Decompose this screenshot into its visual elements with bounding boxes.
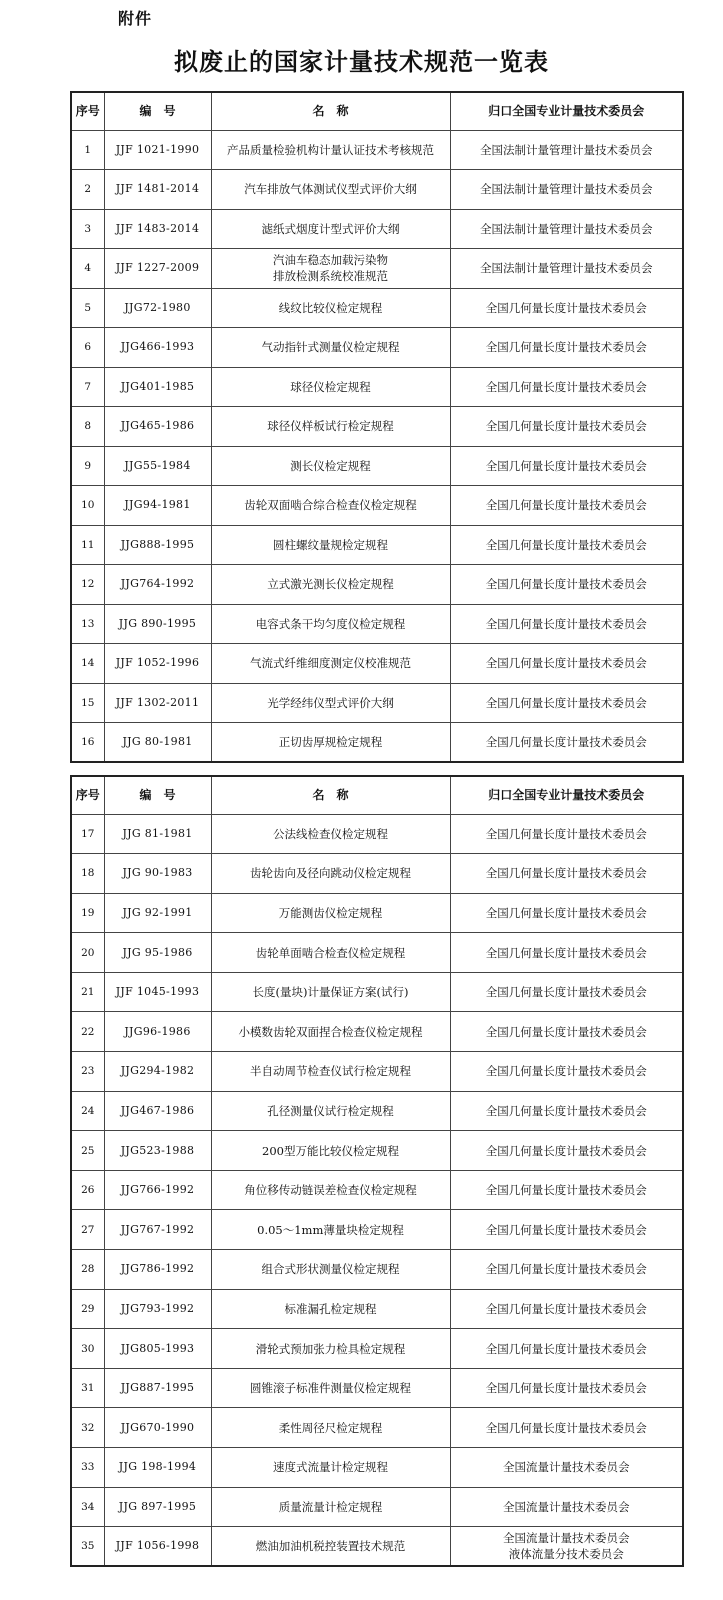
code-cell: JJG888-1995 xyxy=(104,525,211,565)
committee-line: 全国几何量长度计量技术委员会 xyxy=(485,379,647,394)
code-cell: JJF 1302-2011 xyxy=(104,683,211,723)
code-cell: JJG793-1992 xyxy=(104,1289,211,1329)
name-line: 电容式条干均匀度仪检定规程 xyxy=(255,616,406,631)
name-line: 测长仪检定规程 xyxy=(290,458,371,473)
committee-cell xyxy=(450,525,683,565)
table-body-part-1 xyxy=(71,130,683,762)
committee-line: 全国几何量长度计量技术委员会 xyxy=(485,656,647,671)
committee-line: 全国几何量长度计量技术委员会 xyxy=(485,340,647,355)
committee-cell xyxy=(450,814,683,854)
committee-cell xyxy=(450,1091,683,1131)
committee-cell xyxy=(450,209,683,249)
code-cell: JJG294-1982 xyxy=(104,1052,211,1092)
seq-cell: 11 xyxy=(71,525,104,565)
seq-cell: 22 xyxy=(71,1012,104,1052)
seq-cell: 2 xyxy=(71,170,104,210)
name-line: 齿轮双面啮合综合检查仪检定规程 xyxy=(244,498,417,513)
committee-line: 全国几何量长度计量技术委员会 xyxy=(485,1103,647,1118)
name-cell xyxy=(211,288,450,328)
name-line: 汽车排放气体测试仪型式评价大纲 xyxy=(244,182,417,197)
code-cell: JJG401-1985 xyxy=(104,367,211,407)
name-line: 角位移传动链误差检查仪检定规程 xyxy=(244,1183,417,1198)
committee-line: 全国几何量长度计量技术委员会 xyxy=(485,826,647,841)
seq-cell: 17 xyxy=(71,814,104,854)
seq-cell: 13 xyxy=(71,604,104,644)
committee-cell xyxy=(450,1052,683,1092)
code-cell: JJF 1483-2014 xyxy=(104,209,211,249)
name-cell xyxy=(211,933,450,973)
table-header-row xyxy=(71,92,683,130)
name-cell xyxy=(211,1250,450,1290)
name-line: 组合式形状测量仪检定规程 xyxy=(261,1262,400,1277)
table-body-part-2 xyxy=(71,814,683,1566)
name-cell xyxy=(211,1487,450,1527)
committee-line: 全国几何量长度计量技术委员会 xyxy=(485,945,647,960)
table-row xyxy=(71,525,683,565)
committee-line: 全国几何量长度计量技术委员会 xyxy=(485,1262,647,1277)
seq-cell: 24 xyxy=(71,1091,104,1131)
committee-line: 全国几何量长度计量技术委员会 xyxy=(485,985,647,1000)
table-row xyxy=(71,367,683,407)
name-cell xyxy=(211,644,450,684)
table-row xyxy=(71,854,683,894)
seq-cell: 15 xyxy=(71,683,104,723)
code-cell: JJG72-1980 xyxy=(104,288,211,328)
seq-cell: 28 xyxy=(71,1250,104,1290)
code-cell: JJG887-1995 xyxy=(104,1368,211,1408)
code-cell: JJG 198-1994 xyxy=(104,1448,211,1488)
table-row xyxy=(71,683,683,723)
seq-cell: 19 xyxy=(71,893,104,933)
name-cell xyxy=(211,209,450,249)
committee-line: 全国几何量长度计量技术委员会 xyxy=(485,498,647,513)
committee-line: 液体流量分技术委员会 xyxy=(508,1547,624,1562)
seq-cell: 12 xyxy=(71,565,104,605)
name-line: 球径仪样板试行检定规程 xyxy=(267,419,394,434)
code-cell: JJG766-1992 xyxy=(104,1170,211,1210)
committee-line: 全国几何量长度计量技术委员会 xyxy=(485,1301,647,1316)
committee-cell xyxy=(450,723,683,763)
committee-cell xyxy=(450,854,683,894)
seq-cell: 16 xyxy=(71,723,104,763)
committee-cell xyxy=(450,933,683,973)
table-row xyxy=(71,130,683,170)
table-row xyxy=(71,565,683,605)
table-header-row xyxy=(71,776,683,814)
seq-cell: 10 xyxy=(71,486,104,526)
name-line: 气流式纤维细度测定仪校准规范 xyxy=(250,656,411,671)
committee-line: 全国几何量长度计量技术委员会 xyxy=(485,735,647,749)
seq-cell: 14 xyxy=(71,644,104,684)
table-row xyxy=(71,814,683,854)
code-cell: JJG670-1990 xyxy=(104,1408,211,1448)
name-cell xyxy=(211,1448,450,1488)
code-cell: JJG 81-1981 xyxy=(104,814,211,854)
name-line: 立式激光测长仪检定规程 xyxy=(267,577,394,592)
code-cell: JJG465-1986 xyxy=(104,407,211,447)
name-line: 圆柱螺纹量规检定规程 xyxy=(273,537,388,552)
table-row xyxy=(71,1250,683,1290)
name-cell xyxy=(211,1210,450,1250)
seq-cell: 1 xyxy=(71,130,104,170)
committee-line: 全国几何量长度计量技术委员会 xyxy=(485,537,647,552)
seq-cell: 6 xyxy=(71,328,104,368)
committee-line: 全国几何量长度计量技术委员会 xyxy=(485,458,647,473)
table-row xyxy=(71,209,683,249)
committee-cell xyxy=(450,288,683,328)
page-title: 拟废止的国家计量技术规范一览表 xyxy=(174,47,549,76)
code-cell: JJG767-1992 xyxy=(104,1210,211,1250)
attachment-label: 附件 xyxy=(118,9,153,28)
table-row xyxy=(71,1527,683,1567)
table-row xyxy=(71,486,683,526)
code-cell: JJG786-1992 xyxy=(104,1250,211,1290)
name-line: 速度式流量计检定规程 xyxy=(273,1460,388,1475)
seq-cell: 32 xyxy=(71,1408,104,1448)
seq-cell: 34 xyxy=(71,1487,104,1527)
committee-cell xyxy=(450,170,683,210)
seq-cell: 25 xyxy=(71,1131,104,1171)
committee-line: 全国几何量长度计量技术委员会 xyxy=(485,905,647,920)
name-line: 公法线检查仪检定规程 xyxy=(273,826,388,841)
committee-cell xyxy=(450,644,683,684)
table-row xyxy=(71,644,683,684)
name-line: 孔径测量仪试行检定规程 xyxy=(267,1103,394,1118)
name-cell xyxy=(211,170,450,210)
committee-line: 全国流量计量技术委员会 xyxy=(503,1460,630,1475)
seq-cell: 23 xyxy=(71,1052,104,1092)
committee-cell xyxy=(450,972,683,1012)
committee-cell xyxy=(450,1012,683,1052)
table-row xyxy=(71,1091,683,1131)
name-line: 滤纸式烟度计型式评价大纲 xyxy=(261,221,400,236)
code-cell: JJG523-1988 xyxy=(104,1131,211,1171)
table-row xyxy=(71,972,683,1012)
committee-cell xyxy=(450,1329,683,1369)
committee-line: 全国流量计量技术委员会 xyxy=(503,1531,630,1546)
table-row xyxy=(71,1210,683,1250)
name-line: 小模数齿轮双面捏合检查仪检定规程 xyxy=(238,1024,423,1039)
name-cell xyxy=(211,972,450,1012)
name-cell xyxy=(211,130,450,170)
code-cell: JJG467-1986 xyxy=(104,1091,211,1131)
name-line: 球径仪检定规程 xyxy=(290,379,371,394)
code-cell: JJF 1021-1990 xyxy=(104,130,211,170)
committee-line: 全国法制计量管理计量技术委员会 xyxy=(480,261,653,276)
committee-cell xyxy=(450,486,683,526)
regulations-table-part-2 xyxy=(70,775,684,1567)
table-row xyxy=(71,249,683,289)
name-line: 柔性周径尺检定规程 xyxy=(278,1420,383,1435)
name-line: 圆锥滚子标准件测量仪检定规程 xyxy=(250,1381,411,1396)
committee-line: 全国法制计量管理计量技术委员会 xyxy=(480,182,653,197)
committee-cell xyxy=(450,683,683,723)
table-row xyxy=(71,1131,683,1171)
committee-line: 全国几何量长度计量技术委员会 xyxy=(485,616,647,631)
name-line: 汽油车稳态加载污染物 xyxy=(273,253,388,268)
table-row xyxy=(71,446,683,486)
table-row xyxy=(71,723,683,763)
table-row xyxy=(71,407,683,447)
name-line: 0.05～1mm薄量块检定规程 xyxy=(257,1222,404,1237)
code-cell: JJG 897-1995 xyxy=(104,1487,211,1527)
committee-line: 全国流量计量技术委员会 xyxy=(503,1499,630,1514)
name-line: 半自动周节检查仪试行检定规程 xyxy=(250,1064,411,1079)
committee-line: 全国法制计量管理计量技术委员会 xyxy=(480,221,653,236)
table-row xyxy=(71,1329,683,1369)
header-name: 名 称 xyxy=(211,92,450,130)
seq-cell: 29 xyxy=(71,1289,104,1329)
code-cell: JJG466-1993 xyxy=(104,328,211,368)
code-cell: JJF 1052-1996 xyxy=(104,644,211,684)
name-line: 产品质量检验机构计量认证技术考核规范 xyxy=(227,142,434,157)
header-committee: 归口全国专业计量技术委员会 xyxy=(450,92,683,130)
committee-cell xyxy=(450,1368,683,1408)
name-cell xyxy=(211,683,450,723)
header-committee: 归口全国专业计量技术委员会 xyxy=(450,776,683,814)
name-cell xyxy=(211,1012,450,1052)
committee-cell xyxy=(450,1210,683,1250)
committee-line: 全国几何量长度计量技术委员会 xyxy=(485,1341,647,1356)
committee-line: 全国几何量长度计量技术委员会 xyxy=(485,866,647,881)
committee-cell xyxy=(450,249,683,289)
seq-cell: 26 xyxy=(71,1170,104,1210)
committee-line: 全国几何量长度计量技术委员会 xyxy=(485,1024,647,1039)
seq-cell: 5 xyxy=(71,288,104,328)
name-cell xyxy=(211,1052,450,1092)
code-cell: JJG 92-1991 xyxy=(104,893,211,933)
committee-cell xyxy=(450,407,683,447)
name-cell xyxy=(211,723,450,763)
table-row xyxy=(71,170,683,210)
name-line: 正切齿厚规检定规程 xyxy=(278,735,383,749)
code-cell: JJG764-1992 xyxy=(104,565,211,605)
committee-line: 全国几何量长度计量技术委员会 xyxy=(485,1420,647,1435)
seq-cell: 21 xyxy=(71,972,104,1012)
name-cell xyxy=(211,893,450,933)
committee-line: 全国几何量长度计量技术委员会 xyxy=(485,1064,647,1079)
code-cell: JJF 1056-1998 xyxy=(104,1527,211,1567)
name-cell xyxy=(211,1091,450,1131)
seq-cell: 4 xyxy=(71,249,104,289)
header-seq: 序号 xyxy=(71,92,104,130)
committee-cell xyxy=(450,1448,683,1488)
seq-cell: 30 xyxy=(71,1329,104,1369)
name-cell xyxy=(211,1170,450,1210)
code-cell: JJF 1481-2014 xyxy=(104,170,211,210)
seq-cell: 18 xyxy=(71,854,104,894)
seq-cell: 33 xyxy=(71,1448,104,1488)
committee-cell xyxy=(450,1170,683,1210)
table-row xyxy=(71,893,683,933)
table-row xyxy=(71,1408,683,1448)
committee-cell xyxy=(450,130,683,170)
name-line: 燃油加油机税控装置技术规范 xyxy=(255,1539,406,1554)
name-line: 长度(量块)计量保证方案(试行) xyxy=(252,985,409,1000)
name-cell xyxy=(211,814,450,854)
table-row xyxy=(71,604,683,644)
seq-cell: 8 xyxy=(71,407,104,447)
code-cell: JJG96-1986 xyxy=(104,1012,211,1052)
code-cell: JJF 1227-2009 xyxy=(104,249,211,289)
name-line: 标准漏孔检定规程 xyxy=(284,1301,377,1316)
name-line: 质量流量计检定规程 xyxy=(278,1499,383,1514)
code-cell: JJG 890-1995 xyxy=(104,604,211,644)
regulations-table-part-1 xyxy=(70,91,684,763)
code-cell: JJG 80-1981 xyxy=(104,723,211,763)
table-row xyxy=(71,1448,683,1488)
committee-cell xyxy=(450,328,683,368)
name-cell xyxy=(211,367,450,407)
name-cell xyxy=(211,525,450,565)
code-cell: JJG 90-1983 xyxy=(104,854,211,894)
code-cell: JJG 95-1986 xyxy=(104,933,211,973)
name-cell xyxy=(211,1527,450,1567)
table-row xyxy=(71,1012,683,1052)
committee-cell xyxy=(450,367,683,407)
committee-cell xyxy=(450,893,683,933)
name-line: 齿轮单面啮合检查仪检定规程 xyxy=(255,945,406,960)
table-row xyxy=(71,1170,683,1210)
code-cell: JJF 1045-1993 xyxy=(104,972,211,1012)
header-code: 编 号 xyxy=(104,776,211,814)
name-cell xyxy=(211,486,450,526)
name-line: 排放检测系统校准规范 xyxy=(273,269,388,284)
committee-line: 全国法制计量管理计量技术委员会 xyxy=(480,142,653,157)
seq-cell: 7 xyxy=(71,367,104,407)
committee-cell xyxy=(450,1250,683,1290)
table-row xyxy=(71,1487,683,1527)
name-cell xyxy=(211,328,450,368)
committee-line: 全国几何量长度计量技术委员会 xyxy=(485,419,647,434)
name-cell xyxy=(211,1289,450,1329)
table-row xyxy=(71,1289,683,1329)
name-cell xyxy=(211,1408,450,1448)
seq-cell: 3 xyxy=(71,209,104,249)
seq-cell: 35 xyxy=(71,1527,104,1567)
committee-line: 全国几何量长度计量技术委员会 xyxy=(485,1381,647,1396)
code-cell: JJG94-1981 xyxy=(104,486,211,526)
name-cell xyxy=(211,854,450,894)
table-row xyxy=(71,1368,683,1408)
committee-line: 全国几何量长度计量技术委员会 xyxy=(485,300,647,315)
committee-cell xyxy=(450,1408,683,1448)
code-cell: JJG55-1984 xyxy=(104,446,211,486)
header-name: 名 称 xyxy=(211,776,450,814)
name-cell xyxy=(211,1368,450,1408)
name-cell xyxy=(211,604,450,644)
name-line: 线纹比较仪检定规程 xyxy=(278,300,383,315)
committee-cell xyxy=(450,446,683,486)
committee-cell xyxy=(450,604,683,644)
table-row xyxy=(71,1052,683,1092)
name-cell xyxy=(211,407,450,447)
table-row xyxy=(71,288,683,328)
name-line: 200型万能比较仪检定规程 xyxy=(262,1143,399,1158)
name-line: 滑轮式预加张力检具检定规程 xyxy=(255,1341,406,1356)
name-cell xyxy=(211,1131,450,1171)
committee-line: 全国几何量长度计量技术委员会 xyxy=(485,1143,647,1158)
seq-cell: 31 xyxy=(71,1368,104,1408)
table-row xyxy=(71,933,683,973)
name-cell xyxy=(211,249,450,289)
committee-line: 全国几何量长度计量技术委员会 xyxy=(485,1183,647,1198)
name-cell xyxy=(211,1329,450,1369)
committee-line: 全国几何量长度计量技术委员会 xyxy=(485,695,647,710)
committee-cell xyxy=(450,1131,683,1171)
name-line: 万能测齿仪检定规程 xyxy=(278,905,383,920)
committee-cell xyxy=(450,565,683,605)
seq-cell: 9 xyxy=(71,446,104,486)
committee-line: 全国几何量长度计量技术委员会 xyxy=(485,1222,647,1237)
name-cell xyxy=(211,565,450,605)
header-seq: 序号 xyxy=(71,776,104,814)
seq-cell: 20 xyxy=(71,933,104,973)
seq-cell: 27 xyxy=(71,1210,104,1250)
name-cell xyxy=(211,446,450,486)
code-cell: JJG805-1993 xyxy=(104,1329,211,1369)
table-row xyxy=(71,328,683,368)
header-code: 编 号 xyxy=(104,92,211,130)
committee-cell xyxy=(450,1289,683,1329)
committee-cell xyxy=(450,1527,683,1567)
committee-line: 全国几何量长度计量技术委员会 xyxy=(485,577,647,592)
name-line: 光学经纬仪型式评价大纲 xyxy=(267,695,394,710)
name-line: 气动指针式测量仪检定规程 xyxy=(261,340,400,355)
name-line: 齿轮齿向及径向跳动仪检定规程 xyxy=(250,866,411,881)
committee-cell xyxy=(450,1487,683,1527)
